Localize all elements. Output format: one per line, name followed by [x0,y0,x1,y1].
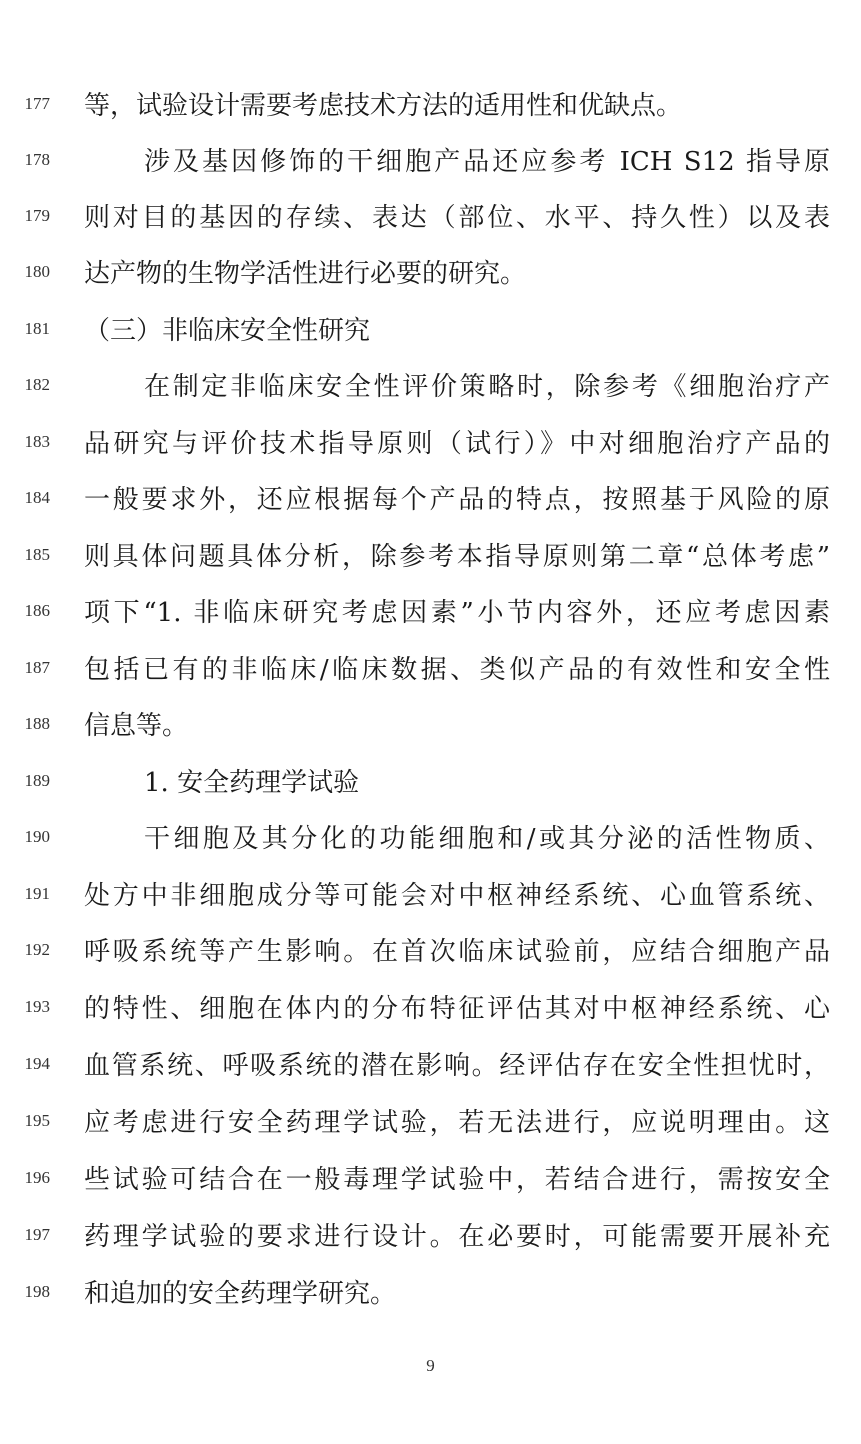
document-line [0,1095,861,1151]
line-number: 198 [24,1282,50,1301]
document-line [0,246,861,302]
document-line [0,755,861,811]
document-line [0,529,861,585]
line-number: 192 [24,940,50,959]
line-number: 191 [24,884,50,903]
line-number: 196 [24,1168,50,1187]
document-line [0,303,861,359]
line-text: 则具体问题具体分析，除参考本指导原则第二章“总体考虑” [84,542,830,572]
section-heading: （三）非临床安全性研究 [84,316,371,346]
document-line [0,190,861,246]
line-text: 处方中非细胞成分等可能会对中枢神经系统、心血管系统、 [84,881,830,911]
line-text: 涉及基因修饰的干细胞产品还应参考 ICH S12 指导原 [144,147,830,177]
page-number: 9 [426,1356,435,1375]
document-line [0,1038,861,1094]
document-line [0,868,861,924]
line-number: 188 [24,714,50,733]
line-number: 178 [24,150,50,169]
document-line [0,642,861,698]
line-text: 血管系统、呼吸系统的潜在影响。经评估存在安全性担忧时， [84,1051,830,1081]
line-text: 呼吸系统等产生影响。在首次临床试验前，应结合细胞产品 [84,937,830,967]
line-text: 和追加的安全药理学研究。 [84,1279,397,1309]
document-line [0,359,861,415]
document-line [0,78,861,134]
line-number: 197 [24,1225,50,1244]
line-text: 干细胞及其分化的功能细胞和/或其分泌的活性物质、 [144,824,830,854]
line-text: 的特性、细胞在体内的分布特征评估其对中枢神经系统、心 [84,994,830,1024]
document-line [0,472,861,528]
line-number: 180 [24,262,50,281]
line-number: 189 [24,771,50,790]
document-line [0,416,861,472]
line-number: 181 [24,319,50,338]
line-number: 184 [24,488,50,507]
line-text: 等，试验设计需要考虑技术方法的适用性和优缺点。 [84,91,683,121]
line-text: 项下“1. 非临床研究考虑因素”小节内容外，还应考虑因素 [84,598,830,628]
line-number: 182 [24,375,50,394]
document-line [0,134,861,190]
line-number: 177 [24,94,50,113]
line-text: 在制定非临床安全性评价策略时，除参考《细胞治疗产 [144,372,830,402]
line-number: 194 [24,1054,50,1073]
line-text: 药理学试验的要求进行设计。在必要时，可能需要开展补充 [84,1222,830,1252]
line-number: 186 [24,601,50,620]
line-number: 190 [24,827,50,846]
document-line [0,698,861,754]
subsection-heading: 1. 安全药理学试验 [144,768,360,798]
line-number: 195 [24,1111,50,1130]
document-line [0,1209,861,1265]
line-text: 品研究与评价技术指导原则（试行）》中对细胞治疗产品的 [84,429,830,459]
line-text: 则对目的基因的存续、表达（部位、水平、持久性）以及表 [84,203,830,233]
line-number: 187 [24,658,50,677]
document-line [0,1266,861,1322]
line-number: 179 [24,206,50,225]
document-line [0,585,861,641]
line-text: 一般要求外，还应根据每个产品的特点，按照基于风险的原 [84,485,830,515]
document-line [0,981,861,1037]
line-number: 193 [24,997,50,1016]
document-line [0,1152,861,1208]
line-text: 包括已有的非临床/临床数据、类似产品的有效性和安全性 [84,655,830,685]
line-number: 183 [24,432,50,451]
line-number: 185 [24,545,50,564]
line-text: 些试验可结合在一般毒理学试验中，若结合进行，需按安全 [84,1165,830,1195]
document-line [0,811,861,867]
line-text: 信息等。 [84,711,189,741]
line-text: 达产物的生物学活性进行必要的研究。 [84,259,527,289]
document-line [0,924,861,980]
line-text: 应考虑进行安全药理学试验，若无法进行，应说明理由。这 [84,1108,830,1138]
